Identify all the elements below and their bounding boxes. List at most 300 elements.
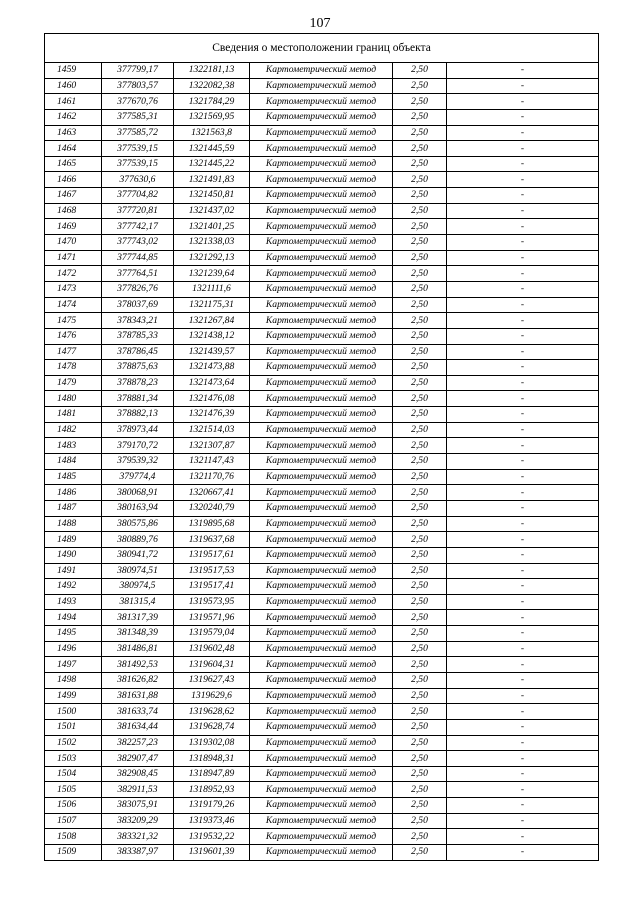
table-row (45, 438, 599, 454)
method-cell: Картометрический метод (250, 94, 393, 110)
accuracy-cell: 2,50 (393, 798, 447, 814)
table-row (45, 78, 599, 94)
description-cell: - (447, 94, 599, 110)
x-coordinate-cell: 381631,88 (102, 688, 174, 704)
y-coordinate-cell: 1319629,6 (174, 688, 250, 704)
y-coordinate-cell: 1318947,89 (174, 766, 250, 782)
description-cell: - (447, 360, 599, 376)
description-cell: - (447, 469, 599, 485)
description-cell: - (447, 407, 599, 423)
x-coordinate-cell: 377743,02 (102, 235, 174, 251)
accuracy-cell: 2,50 (393, 485, 447, 501)
table-row (45, 328, 599, 344)
y-coordinate-cell: 1319602,48 (174, 641, 250, 657)
accuracy-cell: 2,50 (393, 125, 447, 141)
y-coordinate-cell: 1322181,13 (174, 63, 250, 79)
method-cell: Картометрический метод (250, 141, 393, 157)
description-cell: - (447, 391, 599, 407)
x-coordinate-cell: 381634,44 (102, 719, 174, 735)
description-cell: - (447, 235, 599, 251)
method-cell: Картометрический метод (250, 547, 393, 563)
x-coordinate-cell: 381348,39 (102, 626, 174, 642)
accuracy-cell: 2,50 (393, 735, 447, 751)
point-number-cell: 1480 (45, 391, 102, 407)
method-cell: Картометрический метод (250, 688, 393, 704)
description-cell: - (447, 657, 599, 673)
description-cell: - (447, 219, 599, 235)
point-number-cell: 1483 (45, 438, 102, 454)
x-coordinate-cell: 381317,39 (102, 610, 174, 626)
y-coordinate-cell: 1319579,04 (174, 626, 250, 642)
x-coordinate-cell: 381626,82 (102, 672, 174, 688)
point-number-cell: 1509 (45, 845, 102, 861)
x-coordinate-cell: 383321,32 (102, 829, 174, 845)
method-cell: Картометрический метод (250, 235, 393, 251)
method-cell: Картометрический метод (250, 641, 393, 657)
accuracy-cell: 2,50 (393, 297, 447, 313)
description-cell: - (447, 485, 599, 501)
table-row (45, 125, 599, 141)
accuracy-cell: 2,50 (393, 829, 447, 845)
x-coordinate-cell: 377826,76 (102, 281, 174, 297)
page-number: 107 (309, 16, 331, 31)
point-number-cell: 1461 (45, 94, 102, 110)
table-row (45, 751, 599, 767)
table-row (45, 391, 599, 407)
accuracy-cell: 2,50 (393, 141, 447, 157)
x-coordinate-cell: 377539,15 (102, 156, 174, 172)
table-row (45, 235, 599, 251)
table-row (45, 203, 599, 219)
table-row (45, 813, 599, 829)
x-coordinate-cell: 382257,23 (102, 735, 174, 751)
method-cell: Картометрический метод (250, 516, 393, 532)
method-cell: Картометрический метод (250, 829, 393, 845)
accuracy-cell: 2,50 (393, 610, 447, 626)
method-cell: Картометрический метод (250, 704, 393, 720)
table-row (45, 313, 599, 329)
point-number-cell: 1496 (45, 641, 102, 657)
accuracy-cell: 2,50 (393, 109, 447, 125)
y-coordinate-cell: 1319517,61 (174, 547, 250, 563)
y-coordinate-cell: 1321111,6 (174, 281, 250, 297)
accuracy-cell: 2,50 (393, 594, 447, 610)
x-coordinate-cell: 381486,81 (102, 641, 174, 657)
accuracy-cell: 2,50 (393, 328, 447, 344)
y-coordinate-cell: 1322082,38 (174, 78, 250, 94)
description-cell: - (447, 845, 599, 861)
accuracy-cell: 2,50 (393, 422, 447, 438)
y-coordinate-cell: 1318952,93 (174, 782, 250, 798)
x-coordinate-cell: 378878,23 (102, 375, 174, 391)
table-row (45, 672, 599, 688)
x-coordinate-cell: 380575,86 (102, 516, 174, 532)
method-cell: Картометрический метод (250, 266, 393, 282)
accuracy-cell: 2,50 (393, 375, 447, 391)
point-number-cell: 1508 (45, 829, 102, 845)
method-cell: Картометрический метод (250, 485, 393, 501)
table-title-row (45, 34, 599, 63)
point-number-cell: 1479 (45, 375, 102, 391)
point-number-cell: 1492 (45, 579, 102, 595)
x-coordinate-cell: 378786,45 (102, 344, 174, 360)
y-coordinate-cell: 1319571,96 (174, 610, 250, 626)
method-cell: Картометрический метод (250, 328, 393, 344)
table-row (45, 500, 599, 516)
description-cell: - (447, 532, 599, 548)
table-row (45, 532, 599, 548)
method-cell: Картометрический метод (250, 672, 393, 688)
y-coordinate-cell: 1321514,03 (174, 422, 250, 438)
method-cell: Картометрический метод (250, 375, 393, 391)
x-coordinate-cell: 378875,63 (102, 360, 174, 376)
description-cell: - (447, 672, 599, 688)
accuracy-cell: 2,50 (393, 766, 447, 782)
y-coordinate-cell: 1319517,53 (174, 563, 250, 579)
y-coordinate-cell: 1321439,57 (174, 344, 250, 360)
y-coordinate-cell: 1321445,22 (174, 156, 250, 172)
y-coordinate-cell: 1321438,12 (174, 328, 250, 344)
y-coordinate-cell: 1319532,22 (174, 829, 250, 845)
description-cell: - (447, 829, 599, 845)
point-number-cell: 1464 (45, 141, 102, 157)
point-number-cell: 1490 (45, 547, 102, 563)
table-row (45, 250, 599, 266)
x-coordinate-cell: 378882,13 (102, 407, 174, 423)
y-coordinate-cell: 1321476,39 (174, 407, 250, 423)
method-cell: Картометрический метод (250, 156, 393, 172)
method-cell: Картометрический метод (250, 63, 393, 79)
table-row (45, 798, 599, 814)
table-row (45, 188, 599, 204)
accuracy-cell: 2,50 (393, 172, 447, 188)
accuracy-cell: 2,50 (393, 188, 447, 204)
description-cell: - (447, 344, 599, 360)
table-row (45, 719, 599, 735)
x-coordinate-cell: 379539,32 (102, 454, 174, 470)
point-number-cell: 1488 (45, 516, 102, 532)
point-number-cell: 1468 (45, 203, 102, 219)
x-coordinate-cell: 378973,44 (102, 422, 174, 438)
y-coordinate-cell: 1318948,31 (174, 751, 250, 767)
accuracy-cell: 2,50 (393, 360, 447, 376)
point-number-cell: 1484 (45, 454, 102, 470)
method-cell: Картометрический метод (250, 626, 393, 642)
accuracy-cell: 2,50 (393, 641, 447, 657)
description-cell: - (447, 250, 599, 266)
x-coordinate-cell: 377744,85 (102, 250, 174, 266)
accuracy-cell: 2,50 (393, 500, 447, 516)
y-coordinate-cell: 1319573,95 (174, 594, 250, 610)
y-coordinate-cell: 1319302,08 (174, 735, 250, 751)
y-coordinate-cell: 1319628,74 (174, 719, 250, 735)
description-cell: - (447, 328, 599, 344)
y-coordinate-cell: 1321292,13 (174, 250, 250, 266)
x-coordinate-cell: 377670,76 (102, 94, 174, 110)
table-row (45, 594, 599, 610)
table-row (45, 219, 599, 235)
method-cell: Картометрический метод (250, 188, 393, 204)
description-cell: - (447, 313, 599, 329)
y-coordinate-cell: 1321175,31 (174, 297, 250, 313)
accuracy-cell: 2,50 (393, 78, 447, 94)
y-coordinate-cell: 1321307,87 (174, 438, 250, 454)
table-row (45, 563, 599, 579)
description-cell: - (447, 579, 599, 595)
point-number-cell: 1463 (45, 125, 102, 141)
table-row (45, 579, 599, 595)
y-coordinate-cell: 1319604,31 (174, 657, 250, 673)
table-row (45, 516, 599, 532)
method-cell: Картометрический метод (250, 391, 393, 407)
x-coordinate-cell: 377704,82 (102, 188, 174, 204)
x-coordinate-cell: 380068,91 (102, 485, 174, 501)
description-cell: - (447, 141, 599, 157)
accuracy-cell: 2,50 (393, 344, 447, 360)
point-number-cell: 1478 (45, 360, 102, 376)
y-coordinate-cell: 1319517,41 (174, 579, 250, 595)
y-coordinate-cell: 1319601,39 (174, 845, 250, 861)
method-cell: Картометрический метод (250, 751, 393, 767)
accuracy-cell: 2,50 (393, 235, 447, 251)
table-row (45, 360, 599, 376)
accuracy-cell: 2,50 (393, 516, 447, 532)
x-coordinate-cell: 378881,34 (102, 391, 174, 407)
table-row (45, 141, 599, 157)
point-number-cell: 1477 (45, 344, 102, 360)
description-cell: - (447, 125, 599, 141)
y-coordinate-cell: 1321563,8 (174, 125, 250, 141)
method-cell: Картометрический метод (250, 454, 393, 470)
accuracy-cell: 2,50 (393, 63, 447, 79)
table-body (45, 63, 599, 861)
point-number-cell: 1494 (45, 610, 102, 626)
method-cell: Картометрический метод (250, 422, 393, 438)
x-coordinate-cell: 381492,53 (102, 657, 174, 673)
accuracy-cell: 2,50 (393, 782, 447, 798)
description-cell: - (447, 719, 599, 735)
x-coordinate-cell: 377803,57 (102, 78, 174, 94)
table-row (45, 172, 599, 188)
description-cell: - (447, 203, 599, 219)
accuracy-cell: 2,50 (393, 845, 447, 861)
accuracy-cell: 2,50 (393, 813, 447, 829)
description-cell: - (447, 156, 599, 172)
point-number-cell: 1495 (45, 626, 102, 642)
point-number-cell: 1504 (45, 766, 102, 782)
method-cell: Картометрический метод (250, 563, 393, 579)
table-row (45, 829, 599, 845)
description-cell: - (447, 641, 599, 657)
description-cell: - (447, 266, 599, 282)
x-coordinate-cell: 377539,15 (102, 141, 174, 157)
x-coordinate-cell: 380889,76 (102, 532, 174, 548)
accuracy-cell: 2,50 (393, 250, 447, 266)
table-row (45, 782, 599, 798)
point-number-cell: 1489 (45, 532, 102, 548)
x-coordinate-cell: 378343,21 (102, 313, 174, 329)
x-coordinate-cell: 379774,4 (102, 469, 174, 485)
x-coordinate-cell: 377764,51 (102, 266, 174, 282)
description-cell: - (447, 813, 599, 829)
point-number-cell: 1486 (45, 485, 102, 501)
table-row (45, 266, 599, 282)
accuracy-cell: 2,50 (393, 219, 447, 235)
x-coordinate-cell: 381633,74 (102, 704, 174, 720)
description-cell: - (447, 798, 599, 814)
method-cell: Картометрический метод (250, 813, 393, 829)
y-coordinate-cell: 1321147,43 (174, 454, 250, 470)
y-coordinate-cell: 1321401,25 (174, 219, 250, 235)
method-cell: Картометрический метод (250, 782, 393, 798)
table-row (45, 766, 599, 782)
point-number-cell: 1471 (45, 250, 102, 266)
point-number-cell: 1462 (45, 109, 102, 125)
y-coordinate-cell: 1319895,68 (174, 516, 250, 532)
point-number-cell: 1491 (45, 563, 102, 579)
point-number-cell: 1482 (45, 422, 102, 438)
point-number-cell: 1481 (45, 407, 102, 423)
y-coordinate-cell: 1321476,08 (174, 391, 250, 407)
x-coordinate-cell: 377799,17 (102, 63, 174, 79)
method-cell: Картометрический метод (250, 500, 393, 516)
point-number-cell: 1499 (45, 688, 102, 704)
table-row (45, 469, 599, 485)
description-cell: - (447, 782, 599, 798)
accuracy-cell: 2,50 (393, 313, 447, 329)
x-coordinate-cell: 378785,33 (102, 328, 174, 344)
table-row (45, 109, 599, 125)
accuracy-cell: 2,50 (393, 94, 447, 110)
description-cell: - (447, 766, 599, 782)
point-number-cell: 1474 (45, 297, 102, 313)
method-cell: Картометрический метод (250, 766, 393, 782)
x-coordinate-cell: 380974,5 (102, 579, 174, 595)
point-number-cell: 1485 (45, 469, 102, 485)
accuracy-cell: 2,50 (393, 407, 447, 423)
x-coordinate-cell: 377742,17 (102, 219, 174, 235)
accuracy-cell: 2,50 (393, 391, 447, 407)
point-number-cell: 1475 (45, 313, 102, 329)
point-number-cell: 1503 (45, 751, 102, 767)
description-cell: - (447, 563, 599, 579)
x-coordinate-cell: 383387,97 (102, 845, 174, 861)
y-coordinate-cell: 1320667,41 (174, 485, 250, 501)
method-cell: Картометрический метод (250, 203, 393, 219)
method-cell: Картометрический метод (250, 172, 393, 188)
y-coordinate-cell: 1321450,81 (174, 188, 250, 204)
table-row (45, 375, 599, 391)
method-cell: Картометрический метод (250, 125, 393, 141)
description-cell: - (447, 188, 599, 204)
method-cell: Картометрический метод (250, 281, 393, 297)
description-cell: - (447, 610, 599, 626)
description-cell: - (447, 516, 599, 532)
x-coordinate-cell: 380974,51 (102, 563, 174, 579)
point-number-cell: 1497 (45, 657, 102, 673)
point-number-cell: 1487 (45, 500, 102, 516)
method-cell: Картометрический метод (250, 657, 393, 673)
table-row (45, 641, 599, 657)
table-row (45, 704, 599, 720)
point-number-cell: 1502 (45, 735, 102, 751)
method-cell: Картометрический метод (250, 610, 393, 626)
accuracy-cell: 2,50 (393, 469, 447, 485)
description-cell: - (447, 109, 599, 125)
method-cell: Картометрический метод (250, 845, 393, 861)
x-coordinate-cell: 380163,94 (102, 500, 174, 516)
method-cell: Картометрический метод (250, 735, 393, 751)
accuracy-cell: 2,50 (393, 657, 447, 673)
description-cell: - (447, 688, 599, 704)
accuracy-cell: 2,50 (393, 532, 447, 548)
accuracy-cell: 2,50 (393, 672, 447, 688)
description-cell: - (447, 172, 599, 188)
point-number-cell: 1476 (45, 328, 102, 344)
table-title: Сведения о местоположении границ объекта (45, 34, 599, 63)
method-cell: Картометрический метод (250, 344, 393, 360)
accuracy-cell: 2,50 (393, 266, 447, 282)
method-cell: Картометрический метод (250, 579, 393, 595)
x-coordinate-cell: 382911,53 (102, 782, 174, 798)
description-cell: - (447, 500, 599, 516)
table-row (45, 485, 599, 501)
point-number-cell: 1505 (45, 782, 102, 798)
description-cell: - (447, 454, 599, 470)
table-row (45, 94, 599, 110)
method-cell: Картометрический метод (250, 798, 393, 814)
point-number-cell: 1501 (45, 719, 102, 735)
description-cell: - (447, 704, 599, 720)
accuracy-cell: 2,50 (393, 719, 447, 735)
description-cell: - (447, 751, 599, 767)
accuracy-cell: 2,50 (393, 281, 447, 297)
y-coordinate-cell: 1320240,79 (174, 500, 250, 516)
description-cell: - (447, 281, 599, 297)
accuracy-cell: 2,50 (393, 454, 447, 470)
x-coordinate-cell: 381315,4 (102, 594, 174, 610)
point-number-cell: 1467 (45, 188, 102, 204)
method-cell: Картометрический метод (250, 469, 393, 485)
y-coordinate-cell: 1321473,64 (174, 375, 250, 391)
x-coordinate-cell: 378037,69 (102, 297, 174, 313)
point-number-cell: 1465 (45, 156, 102, 172)
method-cell: Картометрический метод (250, 219, 393, 235)
table-row (45, 626, 599, 642)
table-row (45, 297, 599, 313)
table-row (45, 547, 599, 563)
table-row (45, 735, 599, 751)
description-cell: - (447, 438, 599, 454)
point-number-cell: 1473 (45, 281, 102, 297)
description-cell: - (447, 375, 599, 391)
table-row (45, 344, 599, 360)
y-coordinate-cell: 1321784,29 (174, 94, 250, 110)
table-row (45, 688, 599, 704)
description-cell: - (447, 78, 599, 94)
point-number-cell: 1498 (45, 672, 102, 688)
method-cell: Картометрический метод (250, 78, 393, 94)
method-cell: Картометрический метод (250, 297, 393, 313)
y-coordinate-cell: 1321170,76 (174, 469, 250, 485)
description-cell: - (447, 594, 599, 610)
x-coordinate-cell: 382907,47 (102, 751, 174, 767)
table-row (45, 422, 599, 438)
accuracy-cell: 2,50 (393, 688, 447, 704)
description-cell: - (447, 735, 599, 751)
accuracy-cell: 2,50 (393, 751, 447, 767)
boundary-coordinates-table (44, 33, 599, 861)
